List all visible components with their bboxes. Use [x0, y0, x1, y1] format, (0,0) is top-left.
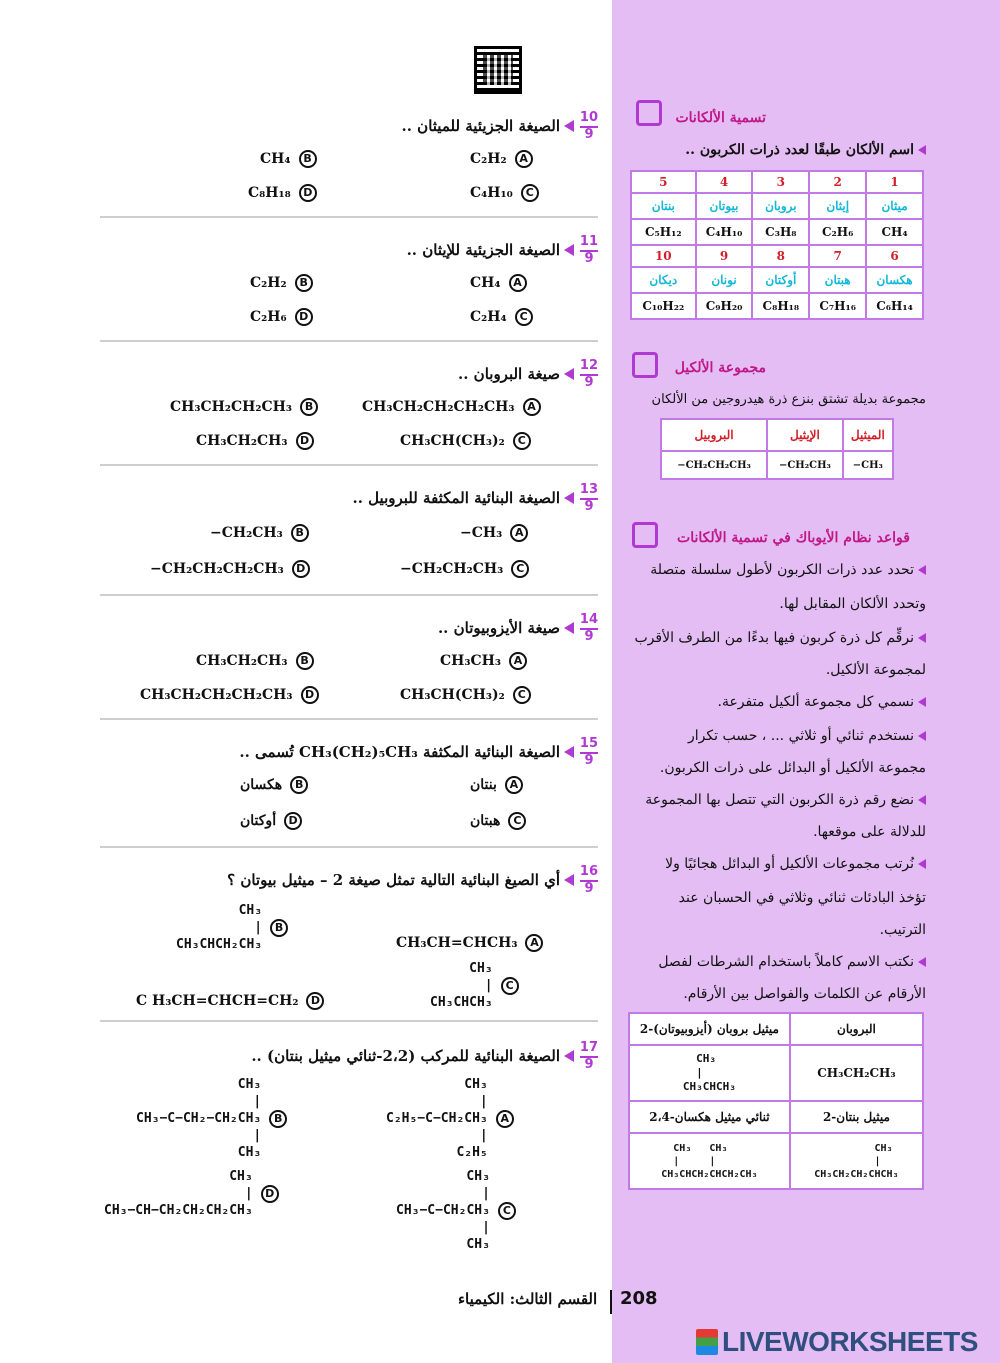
divider: [610, 1290, 612, 1314]
alkyl-definition: مجموعة بديلة تشتق بنزع ذرة هيدروجين من الألكان: [651, 392, 926, 407]
arrow-icon: [564, 1050, 574, 1062]
option-c[interactable]: CH₃ | CH₃−C−CH₂CH₃ | CH₃ C: [396, 1168, 550, 1253]
naming-title: تسمية الألكانات: [675, 110, 766, 126]
option-a[interactable]: CH₃CH=CHCH₃ A: [396, 934, 550, 952]
rules-title: قواعد نظام الأيوباك في تسمية الألكانات: [677, 530, 910, 546]
page-number: 208: [620, 1288, 658, 1309]
arrow-icon: [564, 874, 574, 886]
question-number: 17 9: [579, 1039, 598, 1072]
pen-icon: [636, 100, 662, 126]
option-d[interactable]: CH₃CH₂CH₂CH₂CH₃ D: [140, 686, 330, 704]
arrow-icon: [564, 622, 574, 634]
arrow-icon: [564, 120, 574, 132]
option-a[interactable]: CH₄ A: [470, 274, 550, 292]
option-c[interactable]: C₄H₁₀ C: [470, 184, 550, 202]
question-text: الصيغة الجزيئية للميثان ..: [401, 117, 560, 135]
option-c[interactable]: C₂H₄ C: [470, 308, 550, 326]
question-15: [100, 732, 598, 846]
option-b[interactable]: CH₃CH₂CH₂CH₃ B: [170, 398, 330, 416]
option-b[interactable]: −CH₂CH₃ B: [210, 524, 330, 542]
option-b[interactable]: CH₄ B: [260, 150, 330, 168]
example-name: 2-ميثيل بنتان: [790, 1101, 923, 1133]
option-a[interactable]: بنتان A: [470, 776, 550, 794]
arrow-icon: [564, 244, 574, 256]
question-text: صيغة الأيزوبيوتان ..: [437, 619, 560, 637]
question-number: 16 9: [579, 863, 598, 896]
qr-code: [474, 46, 522, 94]
alkyl-table: البروبيل الإيثيل الميثيل −CH₂CH₂CH₃ −CH₂CH₃ −CH₃: [660, 418, 894, 480]
option-d[interactable]: أوكتان D: [240, 812, 330, 830]
question-text: أي الصيغ البنائية التالية تمثل صيغة 2 – ميثيل بيوتان ؟: [227, 871, 560, 889]
example-name: 2،4-ثنائي ميثيل هكسان: [629, 1101, 790, 1133]
option-c[interactable]: CH₃ | CH₃CHCH₃ C: [430, 960, 550, 1011]
alkyl-title: مجموعة الألكيل: [674, 360, 766, 376]
option-d[interactable]: C₈H₁₈ D: [248, 184, 330, 202]
option-b[interactable]: CH₃ | CH₃−C−CH₂−CH₂CH₃ | CH₃ B: [136, 1076, 330, 1161]
question-number: 14 9: [579, 611, 598, 644]
example-name: 2-ميثيل بروبان (أيزوبيوتان): [629, 1013, 790, 1045]
arrow-icon: [564, 492, 574, 504]
rule-line: وتحدد الألكان المقابل لها.: [779, 596, 926, 612]
rule-line: نرقِّم كل ذرة كربون فيها بدءًا من الطرف الأقرب: [620, 630, 926, 646]
examples-table: 2-ميثيل بروبان (أيزوبيوتان) البروبان CH₃ | CH₃CHCH₃ CH₃CH₂CH₃ 2،4-ثنائي ميثيل هكسان 2-ميثيل بنتان CH₃ CH₃ | | CH₃CHCH₂CHCH₂CH₃ CH₃ | CH₃CH₂CH₂CHCH₃: [628, 1012, 924, 1190]
naming-intro: اسم الألكان طبقًا لعدد ذرات الكربون ..: [660, 142, 926, 158]
option-c[interactable]: هبتان C: [470, 812, 550, 830]
option-b[interactable]: هكسان B: [240, 776, 330, 794]
question-number: 11 9: [579, 233, 598, 266]
liveworksheets-logo: LIVEWORKSHEETS: [696, 1326, 978, 1358]
rule-line: الأرقام عن الكلمات والفواصل بين الأرقام.: [683, 986, 926, 1002]
question-16: [100, 860, 598, 1020]
rule-line: تحدد عدد ذرات الكربون لأطول سلسلة متصلة: [620, 562, 926, 578]
option-d[interactable]: C₂H₆ D: [250, 308, 330, 326]
question-text: الصيغة البنائية المكثفة للبروبيل ..: [352, 489, 560, 507]
question-text: الصيغة البنائية للمركب (2،2-ثنائي ميثيل بنتان) ..: [251, 1047, 560, 1065]
option-d[interactable]: −CH₂CH₂CH₂CH₃ D: [150, 560, 330, 578]
option-a[interactable]: C₂H₂ A: [470, 150, 550, 168]
pencil-icon: [632, 522, 658, 548]
arrow-icon: [564, 368, 574, 380]
section-footer: القسم الثالث: الكيمياء: [458, 1290, 598, 1308]
question-text: الصيغة البنائية المكثفة CH₃(CH₂)₅CH₃ تُسمى ..: [239, 743, 560, 761]
option-a[interactable]: CH₃CH₃ A: [440, 652, 550, 670]
option-a[interactable]: −CH₃ A: [460, 524, 550, 542]
question-12: [100, 354, 598, 464]
option-b[interactable]: CH₃ | CH₃CHCH₂CH₃ B: [176, 902, 330, 953]
arrow-icon: [564, 746, 574, 758]
rule-line: نضع رقم ذرة الكربون التي تتصل بها المجموعة: [620, 792, 926, 808]
rule-line: لمجموعة الألكيل.: [825, 662, 926, 678]
question-13: [100, 478, 598, 594]
option-a[interactable]: CH₃ | C₂H₅−C−CH₂CH₃ | C₂H₅ A: [386, 1076, 550, 1161]
rule-line: تؤخذ البادئات ثنائي وثلاثي في الحسبان عند: [678, 890, 926, 906]
option-b[interactable]: CH₃CH₂CH₃ B: [196, 652, 330, 670]
option-a[interactable]: CH₃CH₂CH₂CH₂CH₃ A: [362, 398, 550, 416]
question-10: [100, 106, 598, 216]
question-text: صيغة البروبان ..: [458, 365, 560, 383]
rule-line: نسمي كل مجموعة ألكيل متفرعة.: [620, 694, 926, 710]
rule-line: الترتيب.: [879, 922, 926, 938]
question-number: 12 9: [579, 357, 598, 390]
question-17: [100, 1036, 598, 1256]
question-14: [100, 608, 598, 718]
live-icon: [696, 1329, 718, 1355]
question-number: 10 9: [579, 109, 598, 142]
question-11: [100, 230, 598, 340]
option-c[interactable]: CH₃CH(CH₃)₂ C: [400, 432, 550, 450]
rule-line: للدلالة على موقعها.: [813, 824, 926, 840]
rule-line: نُرتب مجموعات الألكيل أو البدائل هجائيًا ولا: [620, 856, 926, 872]
option-d[interactable]: CH₃CH₂CH₃ D: [196, 432, 330, 450]
example-name: البروبان: [790, 1013, 923, 1045]
alkanes-table: 5 4 3 2 1 بنتان بيوتان بروبان إيثان ميثان C₅H₁₂ C₄H₁₀ C₃H₈ C₂H₆ CH₄ 10 9 8 7 6 ديكان نونان أوكتان هبتان هكسان C₁₀H₂₂ C₉H₂₀ C₈H₁₈ C₇H₁₆ C₆H₁₄: [630, 170, 924, 320]
rule-line: مجموعة الألكيل أو البدائل على ذرات الكربون.: [659, 760, 926, 776]
rule-line: نستخدم ثنائي أو ثلاثي ... ، حسب تكرار: [620, 728, 926, 744]
option-d[interactable]: C H₃CH=CHCH=CH₂ D: [136, 992, 330, 1010]
option-c[interactable]: −CH₂CH₂CH₃ C: [400, 560, 550, 578]
puzzle-icon: [632, 352, 658, 378]
option-b[interactable]: C₂H₂ B: [250, 274, 330, 292]
option-d[interactable]: CH₃ | CH₃−CH−CH₂CH₂CH₂CH₃ D: [104, 1168, 330, 1219]
question-number: 15 9: [579, 735, 598, 768]
rule-line: نكتب الاسم كاملاً باستخدام الشرطات لفصل: [620, 954, 926, 970]
question-number: 13 9: [579, 481, 598, 514]
question-text: الصيغة الجزيئية للإيثان ..: [406, 241, 560, 259]
option-c[interactable]: CH₃CH(CH₃)₂ C: [400, 686, 550, 704]
